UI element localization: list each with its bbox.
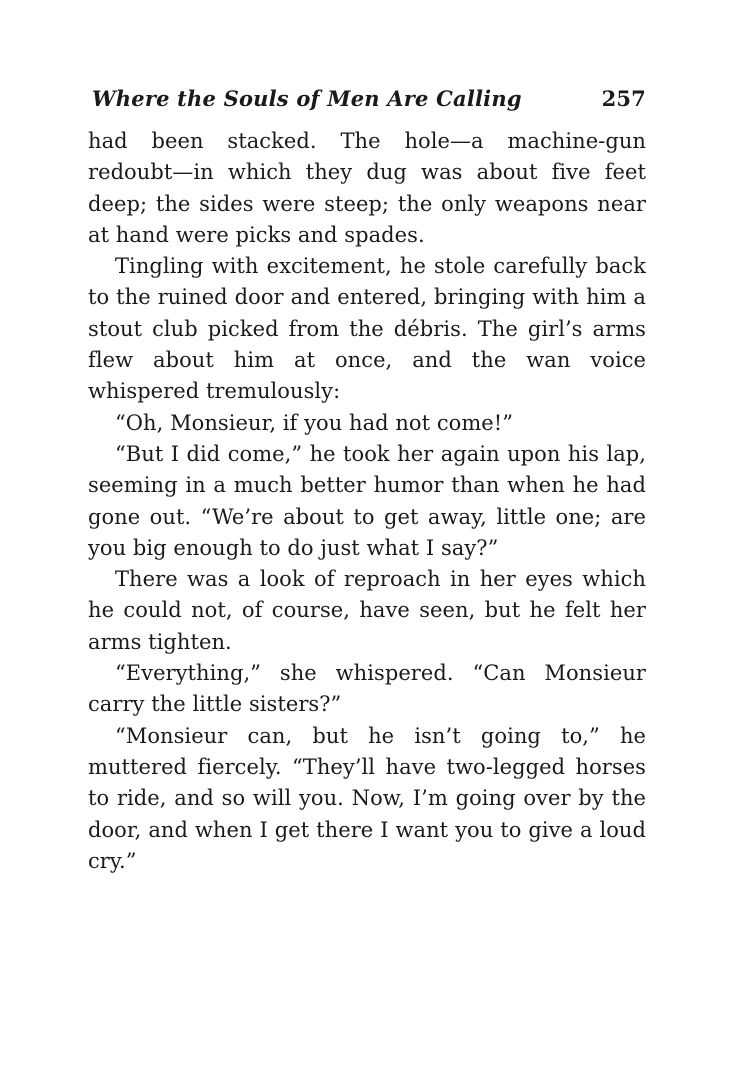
paragraph-continuation: had been stacked. The hole—a machine-gun redoubt—in which they dug was about five feet deep; the sides were steep; the only weapons near at hand were picks and spades.	[88, 129, 646, 247]
paragraph-dialogue: “Monsieur can, but he isn’t going to,” he muttered fiercely. “They’ll have two-legged horses to ride, and so will you. Now, I’m going over by the door, and when I get there I want you to give a loud cry.”	[88, 723, 646, 873]
paragraph-dialogue: “Oh, Monsieur, if you had not come!”	[115, 410, 514, 435]
running-head	[88, 86, 646, 126]
paragraph-dialogue: “But I did come,” he took her again upon his lap, seeming in a much better humor than when he had gone out. “We’re about to get away, little one; are you big enough to do just what I say?”	[88, 441, 646, 560]
paragraph: Tingling with excitement, he stole carefully back to the ruined door and entered, bringing with him a stout club picked from the débris. The girl’s arms flew about him at once, and the wan voice whispered tremulously:	[88, 254, 646, 404]
body-text	[88, 126, 646, 877]
running-head-title: Where the Souls of Men Are Calling	[92, 86, 522, 111]
page-number: 257	[601, 86, 646, 111]
paragraph-dialogue: “Everything,” she whispered. “Can Monsieur carry the little sisters?”	[88, 661, 646, 717]
book-page	[88, 86, 646, 877]
paragraph: There was a look of reproach in her eyes which he could not, of course, have seen, but he felt her arms tighten.	[88, 567, 646, 654]
